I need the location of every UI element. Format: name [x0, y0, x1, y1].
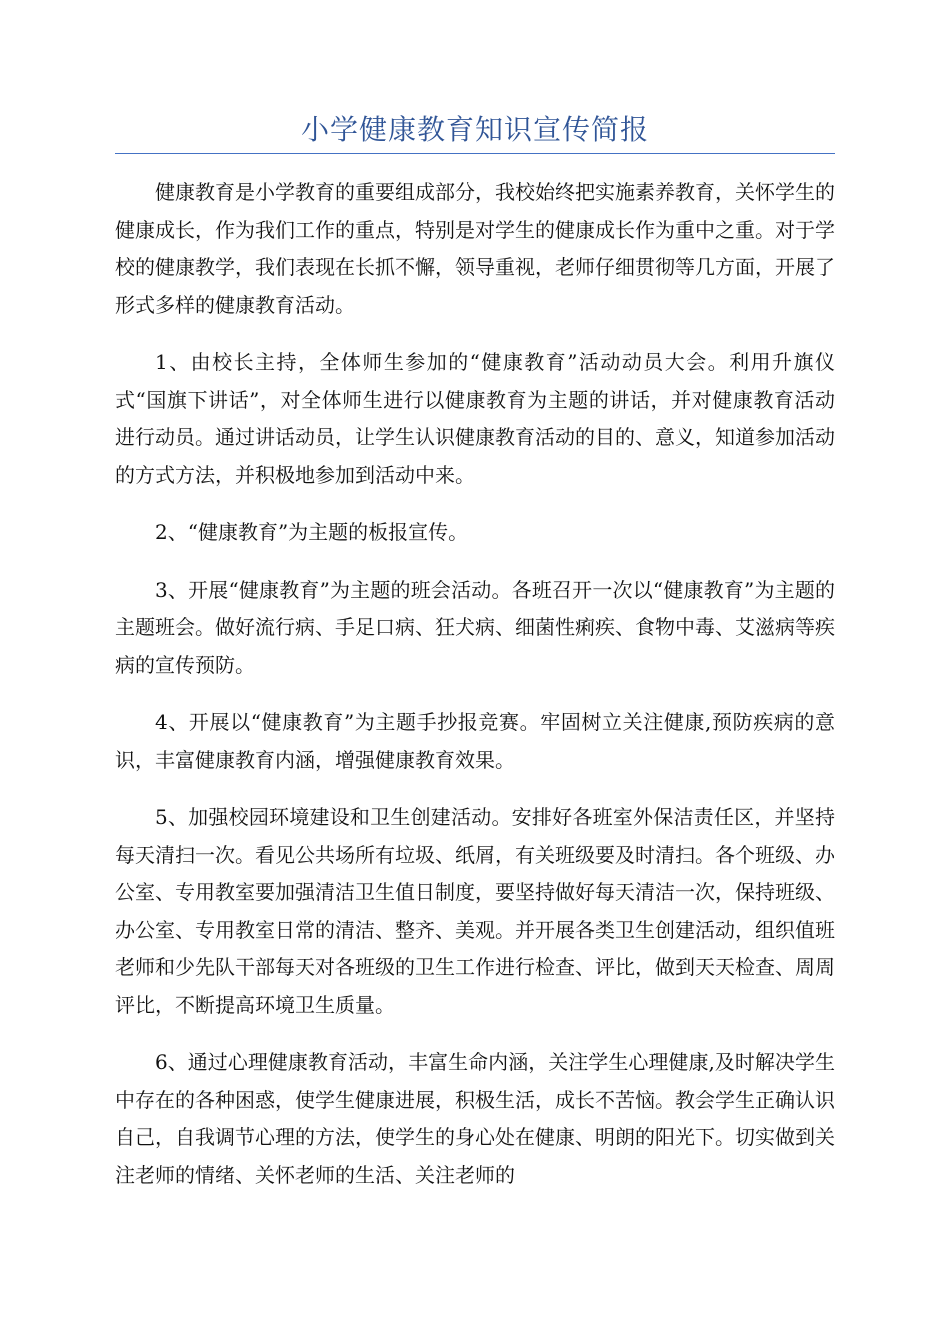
document-body	[115, 174, 835, 1214]
intro-paragraph: 健康教育是小学教育的重要组成部分，我校始终把实施素养教育，关怀学生的健康成长，作为我们工作的重点，特别是对学生的健康成长作为重中之重。对于学校的健康教学，我们表现在长抓不懈，领导重视，老师仔细贯彻等几方面，开展了形式多样的健康教育活动。	[115, 180, 835, 317]
item-4-paragraph: 4、开展以“健康教育”为主题手抄报竞赛。牢固树立关注健康,预防疾病的意识，丰富健康教育内涵，增强健康教育效果。	[115, 710, 835, 772]
title-underline	[115, 153, 835, 154]
item-3-paragraph: 3、开展“健康教育”为主题的班会活动。各班召开一次以“健康教育”为主题的主题班会。做好流行病、手足口病、狂犬病、细菌性痢疾、食物中毒、艾滋病等疾病的宣传预防。	[115, 577, 835, 677]
item-1-paragraph: 1、由校长主持，全体师生参加的“健康教育”活动动员大会。利用升旗仪式“国旗下讲话”，对全体师生进行以健康教育为主题的讲话，并对健康教育活动进行动员。通过讲话动员，让学生认识健康教育活动的目的、意义，知道参加活动的方式方法，并积极地参加到活动中来。	[115, 350, 835, 487]
item-5-paragraph: 5、加强校园环境建设和卫生创建活动。安排好各班室外保洁责任区，并坚持每天清扫一次。看见公共场所有垃圾、纸屑，有关班级要及时清扫。各个班级、办公室、专用教室要加强清洁卫生值日制度，要坚持做好每天清洁一次，保持班级、办公室、专用教室日常的清洁、整齐、美观。并开展各类卫生创建活动，组织值班老师和少先队干部每天对各班级的卫生工作进行检查、评比，做到天天检查、周周评比，不断提高环境卫生质量。	[115, 805, 835, 1017]
document-title: 小学健康教育知识宣传简报	[300, 113, 649, 146]
item-6-paragraph: 6、通过心理健康教育活动，丰富生命内涵，关注学生心理健康,及时解决学生中存在的各种困惑，使学生健康进展，积极生活，成长不苦恼。教会学生正确认识自己，自我调节心理的方法，使学生的身心处在健康、明朗的阳光下。切实做到关注老师的情绪、关怀老师的生活、关注老师的	[115, 1050, 835, 1187]
item-2-paragraph: 2、“健康教育”为主题的板报宣传。	[155, 520, 469, 544]
